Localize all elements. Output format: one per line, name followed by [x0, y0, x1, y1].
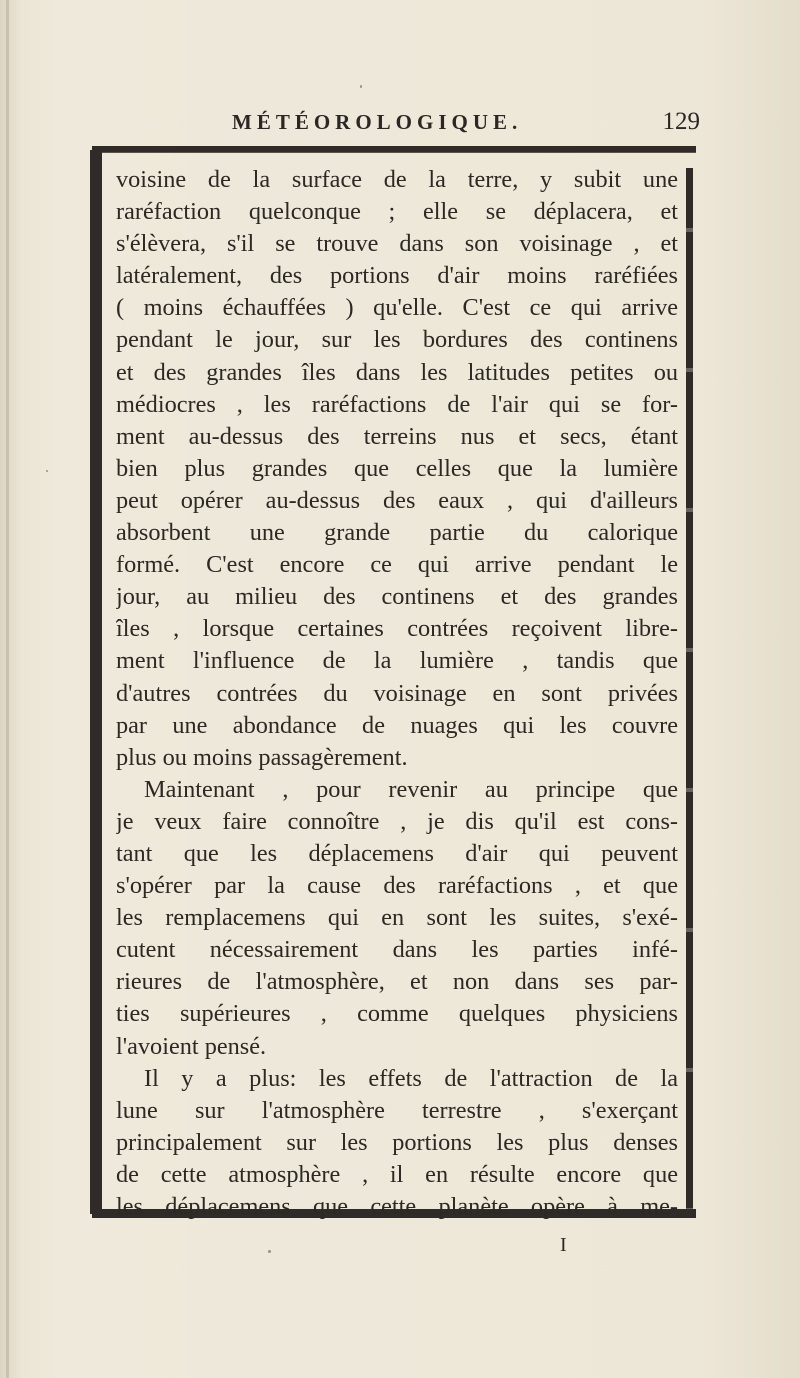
text-line: ( moins échauffées ) qu'elle. C'est ce qui arrive	[116, 294, 678, 322]
text-line: formé. C'est encore ce qui arrive pendant le	[116, 551, 678, 579]
text-line: médiocres , les raréfactions de l'air qui se for-	[116, 390, 678, 418]
paper-speck	[360, 85, 362, 88]
page-number: 129	[662, 108, 700, 135]
text-line: je veux faire connoître , je dis qu'il est cons-	[116, 807, 678, 835]
text-line: ment au-dessus des terreins nus et secs, étant	[116, 422, 678, 450]
text-line: Maintenant , pour revenir au principe que	[144, 775, 678, 803]
text-line: les déplacemens que cette planète opère à me-	[116, 1193, 678, 1220]
text-line: lune sur l'atmosphère terrestre , s'exerçant	[116, 1096, 678, 1124]
right-border-rule	[686, 168, 693, 1213]
text-line: tant que les déplacemens d'air qui peuvent	[116, 839, 678, 867]
text-line: absorbent une grande partie du calorique	[116, 519, 678, 547]
text-line: principalement sur les portions les plus denses	[116, 1128, 678, 1156]
text-line: ties supérieures , comme quelques physiciens	[116, 1000, 678, 1028]
text-line: jour, au milieu des continens et des grandes	[116, 583, 678, 611]
page-header	[120, 108, 700, 142]
text-line: par une abondance de nuages qui les couvre	[116, 711, 678, 739]
text-line: l'avoient pensé.	[116, 1032, 267, 1060]
body-text	[116, 164, 678, 1223]
running-title: MÉTÉOROLOGIQUE.	[232, 110, 523, 134]
left-border-rule	[90, 150, 102, 1214]
text-line: bien plus grandes que celles que la lumière	[116, 454, 678, 482]
text-line: latéralement, des portions d'air moins raréfiées	[116, 262, 678, 290]
text-line: voisine de la surface de la terre, y subit une	[116, 166, 678, 193]
text-line: peut opérer au-dessus des eaux , qui d'ailleurs	[116, 486, 678, 514]
text-line: s'opérer par la cause des raréfactions , et que	[116, 872, 678, 900]
top-border-rule	[92, 146, 696, 153]
text-line: pendant le jour, sur les bordures des continens	[116, 326, 678, 354]
text-line: plus ou moins passagèrement.	[116, 743, 408, 771]
paper-speck	[268, 1250, 271, 1253]
text-line: et des grandes îles dans les latitudes petites ou	[116, 358, 678, 386]
text-line: de cette atmosphère , il en résulte encore que	[116, 1160, 678, 1188]
text-line: d'autres contrées du voisinage en sont privées	[116, 679, 678, 707]
text-line: s'élèvera, s'il se trouve dans son voisinage , et	[116, 230, 678, 258]
text-line: rieures de l'atmosphère, et non dans ses par-	[116, 968, 678, 996]
paper-speck	[46, 470, 48, 472]
page-gutter-shadow	[6, 0, 9, 1378]
text-line: îles , lorsque certaines contrées reçoivent libre-	[116, 615, 678, 643]
text-line: ment l'influence de la lumière , tandis que	[116, 647, 678, 675]
text-line: les remplacemens qui en sont les suites, s'exé-	[116, 904, 678, 932]
text-line: Il y a plus: les effets de l'attraction de la	[144, 1064, 678, 1092]
signature-mark: I	[560, 1234, 567, 1256]
text-line: raréfaction quelconque ; elle se déplacera, et	[116, 198, 678, 226]
text-line: cutent nécessairement dans les parties infé-	[116, 936, 678, 964]
